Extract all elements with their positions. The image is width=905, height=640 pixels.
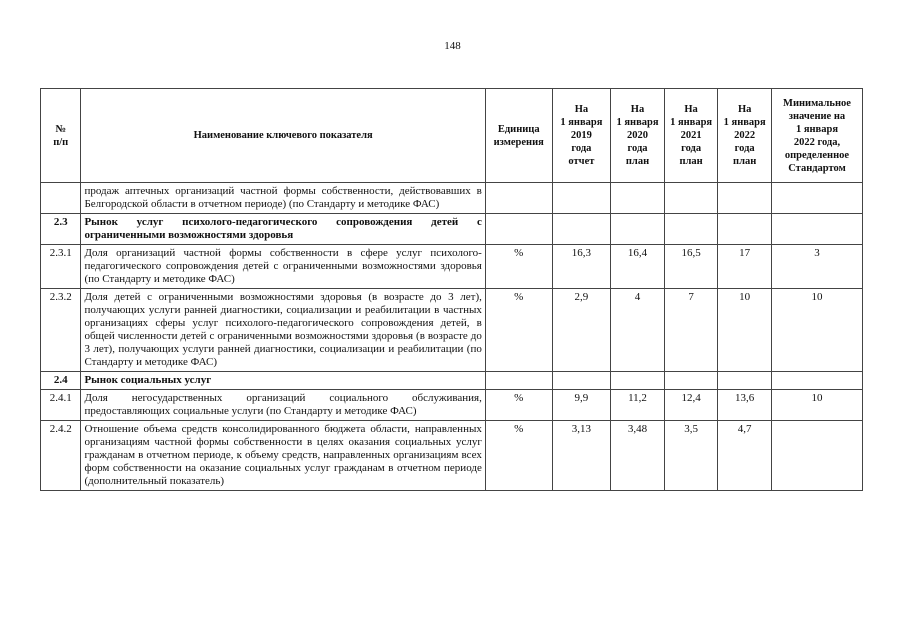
header-text: На 1 января 2019 года отчет [560,104,603,167]
cell-num: 2.4.2 [41,421,81,491]
cell-2020: 11,2 [611,390,665,421]
indicators-table [40,88,863,491]
header-2021 [664,89,718,183]
cell-2022 [718,214,772,245]
cell-min-standard: 10 [771,289,862,372]
header-name [81,89,485,183]
header-2019 [552,89,611,183]
cell-unit: % [485,421,552,491]
cell-name: Доля негосударственных организаций социального обслуживания, предоставляющих социальные услуги (по Стандарту и методике ФАС) [81,390,485,421]
cell-2022: 4,7 [718,421,772,491]
table-body [41,183,863,491]
cell-unit [485,214,552,245]
cell-2022: 13,6 [718,390,772,421]
cell-2020 [611,183,665,214]
table-row [41,183,863,214]
cell-name: Рынок услуг психолого-педагогического сопровождения детей с ограниченными возможностями здоровья [81,214,485,245]
cell-name: Доля детей с ограниченными возможностями здоровья (в возрасте до 3 лет), получающих услуги ранней диагностики, социализации и реабилитации в частных организациях сферы услуг психолого-педагогического сопровождения детей, в общей численности детей с ограниченными возможностями здоровья (в возрасте до 3 лет), получающих услуги ранней диагностики, социализации и реабилитации (по Стандарту и методике ФАС) [81,289,485,372]
cell-unit: % [485,390,552,421]
cell-min-standard [771,183,862,214]
cell-num: 2.3.1 [41,245,81,289]
table-row [41,421,863,491]
cell-2020 [611,214,665,245]
cell-2019 [552,214,611,245]
header-text: На 1 января 2022 года план [723,104,766,167]
cell-name: Доля организаций частной формы собственности в сфере услуг психолого-педагогического сопровождения детей с ограниченными возможностями здоровья (по Стандарту и методике ФАС) [81,245,485,289]
cell-2021: 3,5 [664,421,718,491]
header-text: На 1 января 2020 года план [616,104,659,167]
section-row [41,372,863,390]
section-row [41,214,863,245]
header-2020 [611,89,665,183]
cell-num: 2.3.2 [41,289,81,372]
table-row [41,245,863,289]
cell-name: Отношение объема средств консолидированного бюджета области, направленных организациям частной формы собственности в целях оказания социальных услуг гражданам в отчетном периоде, к объему средств, направленных организациям всех форм собственности на оказание социальных услуг гражданам в отчетном периоде (дополнительный показатель) [81,421,485,491]
header-text: Минимальное значение на 1 января 2022 года, определенное Стандартом [783,97,851,174]
header-text: № п/п [53,123,69,148]
cell-min-standard [771,372,862,390]
cell-2021 [664,183,718,214]
cell-min-standard [771,421,862,491]
cell-2021: 7 [664,289,718,372]
cell-unit [485,183,552,214]
cell-2021 [664,214,718,245]
cell-2019: 2,9 [552,289,611,372]
cell-2022 [718,183,772,214]
header-text: На 1 января 2021 года план [670,104,713,167]
cell-2020: 4 [611,289,665,372]
cell-2021 [664,372,718,390]
header-unit [485,89,552,183]
cell-2020: 3,48 [611,421,665,491]
table-row [41,390,863,421]
cell-2020: 16,4 [611,245,665,289]
header-text: Наименование ключевого показателя [193,130,373,141]
cell-num [41,183,81,214]
cell-2020 [611,372,665,390]
header-min-standard [771,89,862,183]
cell-2019: 9,9 [552,390,611,421]
cell-2019: 16,3 [552,245,611,289]
cell-min-standard: 3 [771,245,862,289]
page-number: 148 [444,40,461,52]
header-num [41,89,81,183]
header-text: Единица измерения [493,123,544,148]
cell-num: 2.4.1 [41,390,81,421]
cell-unit: % [485,245,552,289]
cell-2021: 12,4 [664,390,718,421]
cell-name: продаж аптечных организаций частной формы собственности, действовавших в Белгородской области в отчетном периоде) (по Стандарту и методике ФАС) [81,183,485,214]
cell-min-standard [771,214,862,245]
cell-name: Рынок социальных услуг [81,372,485,390]
cell-2019 [552,372,611,390]
cell-2022: 17 [718,245,772,289]
cell-2022: 10 [718,289,772,372]
cell-min-standard: 10 [771,390,862,421]
table-header-row [41,89,863,183]
table-row [41,289,863,372]
cell-2019: 3,13 [552,421,611,491]
cell-num: 2.4 [41,372,81,390]
cell-2022 [718,372,772,390]
cell-2019 [552,183,611,214]
cell-2021: 16,5 [664,245,718,289]
cell-num: 2.3 [41,214,81,245]
cell-unit: % [485,289,552,372]
header-2022 [718,89,772,183]
cell-unit [485,372,552,390]
